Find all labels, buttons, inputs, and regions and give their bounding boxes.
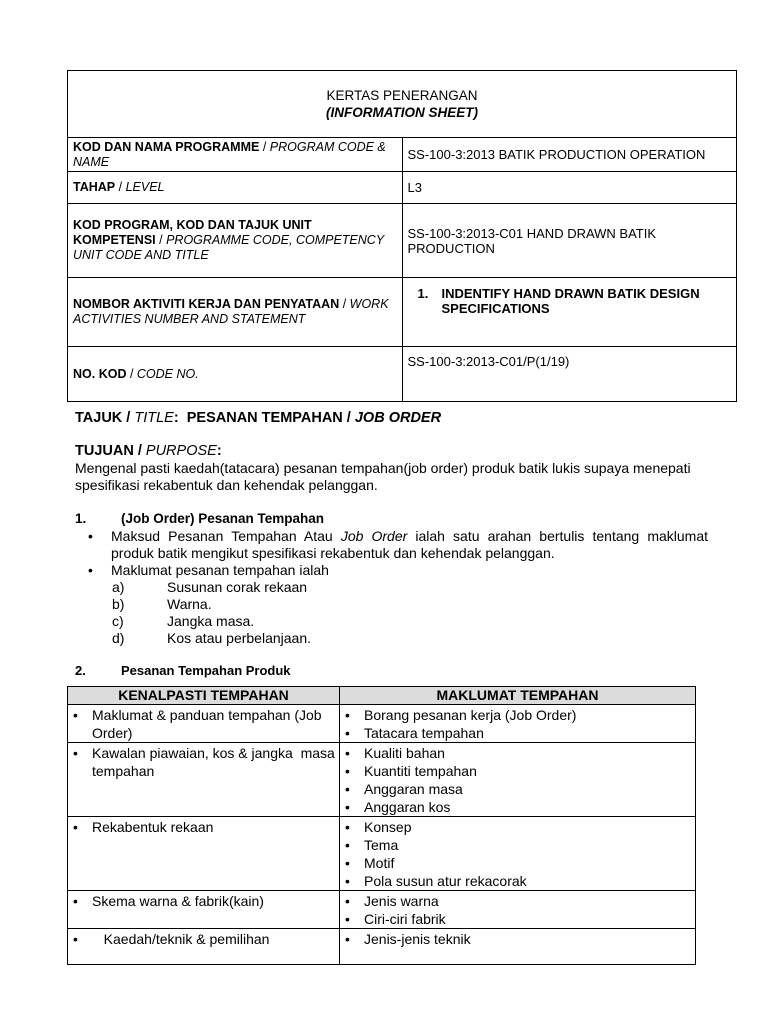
unit-code-value: SS-100-3:2013-C01 HAND DRAWN BATIK PRODUCTION [402, 204, 737, 278]
programme-value: SS-100-3:2013 BATIK PRODUCTION OPERATION [402, 138, 737, 172]
header-info-table [67, 70, 737, 402]
work-activity-number: 1. [417, 286, 429, 301]
table-row: • Maklumat & panduan tempahan (Job Order) • Borang pesanan kerja (Job Order) • Tatacara tempahan [68, 705, 696, 743]
column-header-kenalpasti: KENALPASTI TEMPAHAN [68, 687, 340, 705]
tajuk-heading: TAJUK / TITLE: PESANAN TEMPAHAN / JOB ORDER [75, 410, 442, 426]
table-row: • Kaedah/teknik & pemilihan • Jenis-jenis teknik [68, 929, 696, 965]
work-activity-value [402, 278, 737, 347]
code-no-row [68, 347, 737, 402]
job-order-table [67, 686, 696, 965]
section-1-heading: 1. (Job Order) Pesanan Tempahan [75, 511, 325, 526]
unit-code-row [68, 204, 737, 278]
unit-code-label: KOD PROGRAM, KOD DAN TAJUK UNIT KOMPETENSI / PROGRAMME CODE, COMPETENCY UNIT CODE AND TITLE [68, 204, 403, 278]
tujuan-heading: TUJUAN / PURPOSE: [75, 443, 222, 459]
sheet-subtitle: (INFORMATION SHEET) [326, 105, 478, 120]
table-row: • Rekabentuk rekaan • Konsep • Tema • Motif • Pola susun atur rekacorak [68, 817, 696, 891]
code-no-label: NO. KOD / CODE NO. [68, 347, 403, 402]
programme-label: KOD DAN NAMA PROGRAMME / PROGRAM CODE & NAME [68, 138, 403, 172]
list-item: a) Susunan corak rekaan [112, 579, 308, 595]
work-activity-text: INDENTIFY HAND DRAWN BATIK DESIGN SPECIFICATIONS [441, 286, 700, 316]
list-item: d) Kos atau perbelanjaan. [112, 630, 311, 646]
level-row [68, 172, 737, 204]
sheet-title-cell [68, 71, 737, 138]
section-2-heading: 2. Pesanan Tempahan Produk [75, 663, 291, 678]
work-activity-label: NOMBOR AKTIVITI KERJA DAN PENYATAAN / WORK ACTIVITIES NUMBER AND STATEMENT [68, 278, 403, 347]
sheet-title: KERTAS PENERANGAN [326, 88, 478, 103]
work-activity-row [68, 278, 737, 347]
table-row: • Kawalan piawaian, kos & jangka masa tempahan • Kualiti bahan • Kuantiti tempahan • Anggaran masa • Anggaran kos [68, 743, 696, 817]
code-no-value: SS-100-3:2013-C01/P(1/19) [402, 347, 737, 402]
programme-row [68, 138, 737, 172]
list-item: b) Warna. [112, 596, 212, 612]
section-1-bullet-1: • Maksud Pesanan Tempahan Atau Job Order ialah satu arahan bertulis tentang maklumat produk batik mengikut spesifikasi rekabentuk dan kehendak pelanggan. [88, 528, 708, 561]
section-1-bullet-2: • Maklumat pesanan tempahan ialah [88, 562, 329, 578]
level-value: L3 [402, 172, 737, 204]
table-row: • Skema warna & fabrik(kain) • Jenis warna • Ciri-ciri fabrik [68, 891, 696, 929]
column-header-maklumat: MAKLUMAT TEMPAHAN [340, 687, 696, 705]
list-item: c) Jangka masa. [112, 613, 255, 629]
level-label: TAHAP / LEVEL [68, 172, 403, 204]
tujuan-text: Mengenal pasti kaedah(tatacara) pesanan tempahan(job order) produk batik lukis supaya menepati spesifikasi rekabentuk dan kehendak pelanggan. [75, 460, 691, 493]
